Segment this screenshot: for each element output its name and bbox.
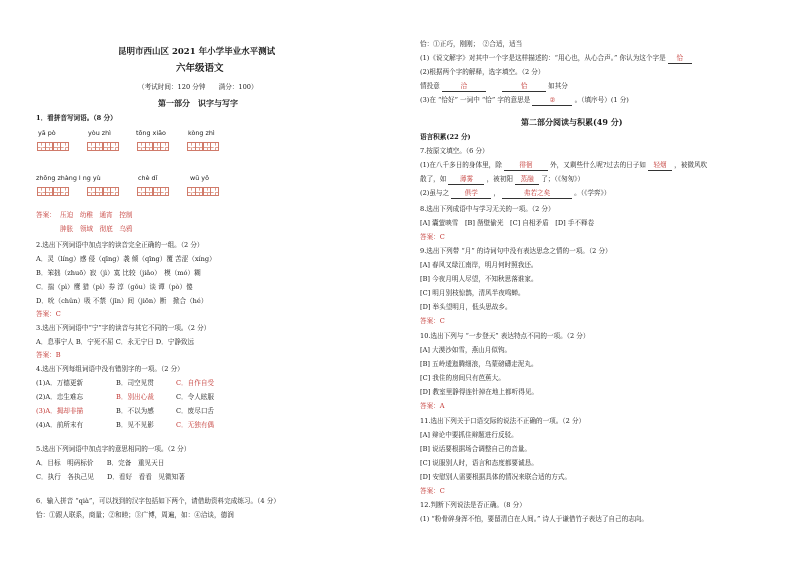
question-4: 4.选出下列每组词语中没有错别字的一项。（2 分） bbox=[36, 365, 184, 373]
q6-sub3-blank[interactable]: ② bbox=[532, 97, 572, 106]
q4-row1-b: B．司空见贯 bbox=[116, 379, 154, 387]
q7-text-j: 了；（《匆匆》） bbox=[541, 175, 585, 183]
q10-option-c: [C] 我住的房间只有芭蕉大。 bbox=[420, 374, 505, 382]
q7-line2 bbox=[420, 176, 584, 185]
q9-option-b: [B] 今夜月明人尽望，不知秋思落谁家。 bbox=[420, 275, 538, 283]
q4-row2-a: (2)A．忠生难忘 bbox=[36, 393, 84, 401]
q8-options: [A] 囊萤映雪 [B] 凿壁偷光 [C] 自相矛盾 [D] 手不释卷 bbox=[420, 219, 595, 227]
q6-sub2-blank-2[interactable]: 恰 bbox=[502, 83, 546, 92]
q3-answer: 答案：B bbox=[36, 351, 61, 359]
writing-grid-8[interactable] bbox=[187, 187, 218, 196]
question-5: 5.选出下列词语中加点字的意思相同的一项。（2 分） bbox=[36, 445, 191, 453]
q12-item-1: (1) “粉骨碎身浑不怕，要留清白在人间。” 诗人于谦借竹子表达了自己的志向。 bbox=[420, 515, 648, 523]
q7-blank-3[interactable]: 薄雾 bbox=[448, 176, 484, 185]
question-12: 12.判断下列说法是否正确。（8 分） bbox=[420, 501, 526, 509]
q7-text-c: 外，又剩些什么呢?过去的日子如 bbox=[550, 161, 646, 169]
q10-option-a: [A] 大漠沙如雪，燕山月似钩。 bbox=[420, 346, 512, 354]
q4-row3-a: (3)A．揭却非描 bbox=[36, 407, 84, 415]
question-2: 2.选出下列词语中加点字的读音完全正确的一组。（2 分） bbox=[36, 241, 204, 249]
q9-answer: 答案：C bbox=[420, 317, 445, 325]
q4-row1-a: (1)A．万德更新 bbox=[36, 379, 84, 387]
q3-options: A．息事宁人 B．宁死不屈 C．永无宁日 D．宁静致远 bbox=[36, 338, 195, 346]
q4-row4-c: C．无独有偶 bbox=[176, 421, 215, 429]
q2-option-a: A．灵（líng）感 侵（qīng）袭 倾（qīng）覆 苦涩（xíng） bbox=[36, 255, 216, 263]
pinyin-4: kòng zhì bbox=[188, 129, 215, 137]
q2-answer: 答案：C bbox=[36, 310, 61, 318]
q7-text-k: (2)虽与之 bbox=[420, 189, 450, 197]
exam-info: （考试时间：120 分钟 满分：100） bbox=[138, 83, 258, 91]
language-accumulation-title: 语言积累(22 分) bbox=[420, 133, 471, 141]
q6-sub2: (2)根据两个字的解释，选字填空。（2 分） bbox=[420, 68, 545, 76]
q4-row3-c: C．废尽口舌 bbox=[176, 407, 215, 415]
exam-subtitle: 六年级语文 bbox=[176, 63, 224, 74]
q7-line1 bbox=[420, 162, 707, 171]
pinyin-1: yā pò bbox=[38, 129, 56, 137]
q7-text-f: 散了，如 bbox=[420, 175, 447, 183]
q6-sub3-text-a: (3)在 “恰好” 一词中 “恰” 字的意思是 bbox=[420, 96, 531, 104]
q4-row3-b: B．不以为感 bbox=[116, 407, 154, 415]
part1-title: 第一部分 识字与写字 bbox=[158, 98, 238, 108]
q7-text-h: ，被初阳 bbox=[486, 175, 513, 183]
q10-option-b: [B] 五岭逶迤腾细浪，乌蒙磅礴走泥丸。 bbox=[420, 360, 538, 368]
answer-1-line1: 压迫 幼稚 通宵 控制 bbox=[60, 211, 133, 219]
q4-row1-c: C．自作自受 bbox=[176, 379, 215, 387]
q11-option-b: [B] 说话要根据场合调整自己的音量。 bbox=[420, 445, 531, 453]
pinyin-7: wū yǒ bbox=[190, 174, 210, 182]
q9-option-a: [A] 春风又绿江南岸，明月何时照我还。 bbox=[420, 261, 538, 269]
pinyin-5: zhōng zhàng l ng yù bbox=[36, 174, 101, 182]
answer-1-line2: 肿胀 领域 彻底 乌鸦 bbox=[60, 225, 133, 233]
q4-row2-c: C．令人眩服 bbox=[176, 393, 215, 401]
pinyin-3: tōng xiāo bbox=[136, 129, 166, 137]
q6-sub2-text-a: 情投意 bbox=[420, 82, 440, 90]
q7-blank-6[interactable]: 弗若之矣 bbox=[502, 190, 572, 199]
question-3: 3.选出下列词语中“宁”字的读音与其它不同的一项。（2 分） bbox=[36, 324, 211, 332]
question-8: 8.选出下列成语中与学习无关的一项。（2 分） bbox=[420, 205, 555, 213]
question-11: 11.选出下列关于口语交际的说法不正确的一项。（2 分） bbox=[420, 417, 586, 425]
question-9: 9.选出下列带 “月” 的诗词句中没有表达思念之情的一项。（2 分） bbox=[420, 247, 612, 255]
q8-answer: 答案：C bbox=[420, 233, 445, 241]
q5-options-cd: C．执行 各执己见 D．看好 看看 见微知著 bbox=[36, 473, 185, 481]
q11-option-d: [D] 安慰别人需要根据具体的情况来联合适的方式。 bbox=[420, 473, 571, 481]
q4-row4-a: (4)A．前所末有 bbox=[36, 421, 84, 429]
question-6: 6．输入拼音 “qià”，可以找到的汉字包括如下两个，请借助资料完成练习。（4 分） bbox=[36, 497, 280, 505]
q11-answer: 答案：C bbox=[420, 487, 445, 495]
writing-grid-3[interactable] bbox=[137, 142, 168, 151]
q7-blank-5[interactable]: 俱学 bbox=[451, 190, 491, 199]
q2-option-c: C．揣（pì）鹰 猎（pì）券 淳（ɡǒu）谈 谭（pò）傻 bbox=[36, 283, 193, 291]
writing-grid-5[interactable] bbox=[37, 187, 68, 196]
q6-sub2-fill bbox=[420, 83, 568, 92]
q7-blank-2[interactable]: 轻烟 bbox=[648, 162, 672, 171]
q2-option-d: D．吮（chǔn）吸 不禁（jīn）间（jiōn）断 掀合（hé） bbox=[36, 297, 208, 305]
q6-sub3 bbox=[420, 97, 629, 106]
q6-definition-2: 恰：①正巧，刚刚； ②合适，适当 bbox=[420, 40, 523, 48]
writing-grid-7[interactable] bbox=[137, 187, 168, 196]
writing-grid-4[interactable] bbox=[187, 142, 218, 151]
q7-text-e: ，被微风吹 bbox=[674, 161, 708, 169]
answer-1-label: 答案： bbox=[36, 211, 56, 219]
pinyin-2: yòu zhì bbox=[88, 129, 111, 137]
q4-row4-b: B．见不见影 bbox=[116, 421, 154, 429]
writing-grid-1[interactable] bbox=[37, 142, 68, 151]
writing-grid-2[interactable] bbox=[87, 142, 118, 151]
q6-sub2-text-d: 如其分 bbox=[548, 82, 568, 90]
q5-options-ab: A．目标 明码标价 B．完备 重见天日 bbox=[36, 459, 165, 467]
question-1: 1．看拼音写词语。（8 分） bbox=[36, 114, 117, 122]
q6-sub1 bbox=[420, 55, 692, 64]
question-10: 10.选出下列与 “一步登天” 表达特点不同的一项。（2 分） bbox=[420, 332, 590, 340]
part2-title: 第二部分阅读与积累(49 分) bbox=[521, 117, 623, 127]
q11-option-a: [A] 辩论中要抓住辩题进行反驳。 bbox=[420, 431, 518, 439]
q7-text-o: 。（《学弈》） bbox=[574, 189, 611, 197]
writing-grid-6[interactable] bbox=[87, 187, 118, 196]
q7-text-m: ， bbox=[493, 189, 500, 197]
q2-option-b: B．笨拙（zhuō）寂（jì）寞 比较（jiǎo） 模（mó）糊 bbox=[36, 269, 201, 277]
q9-option-d: [D] 举头望明月，低头思故乡。 bbox=[420, 303, 512, 311]
q6-sub2-blank-1[interactable]: 洽 bbox=[442, 83, 486, 92]
q4-row2-b: B．别出心裁 bbox=[116, 393, 154, 401]
q7-blank-1[interactable]: 徘徊 bbox=[504, 162, 548, 171]
pinyin-6: chè dǐ bbox=[138, 174, 158, 182]
q7-blank-4[interactable]: 蒸融 bbox=[515, 176, 539, 185]
q10-option-d: [D] 教室里静得连针掉在地上都听得见。 bbox=[420, 388, 539, 396]
q6-sub1-blank[interactable]: 恰 bbox=[668, 55, 692, 64]
question-7: 7.按原文填空。（6 分） bbox=[420, 147, 489, 155]
exam-title: 昆明市西山区 2021 年小学毕业水平测试 bbox=[118, 47, 276, 57]
q11-option-c: [C] 说服别人时，语言和态度都要诚恳。 bbox=[420, 459, 538, 467]
q7-text-a: (1)在八千多日的身体里，除 bbox=[420, 161, 502, 169]
q6-sub3-text-c: 。（填序号）(1 分) bbox=[574, 96, 629, 104]
q7-line3 bbox=[420, 190, 610, 199]
q6-sub1-text: (1)《说文解字》对其中一个字是这样描述的：“用心也，从心合声。” 你认为这个字是 bbox=[420, 54, 666, 62]
q6-definition: 恰：①跟人联系，商量；②和睦；③广博，周遍，如：④洽谈，德润 bbox=[36, 511, 234, 519]
q9-option-c: [C] 明月别枝惊鹊，清风半夜鸣蝉。 bbox=[420, 289, 525, 297]
q10-answer: 答案：A bbox=[420, 402, 445, 410]
